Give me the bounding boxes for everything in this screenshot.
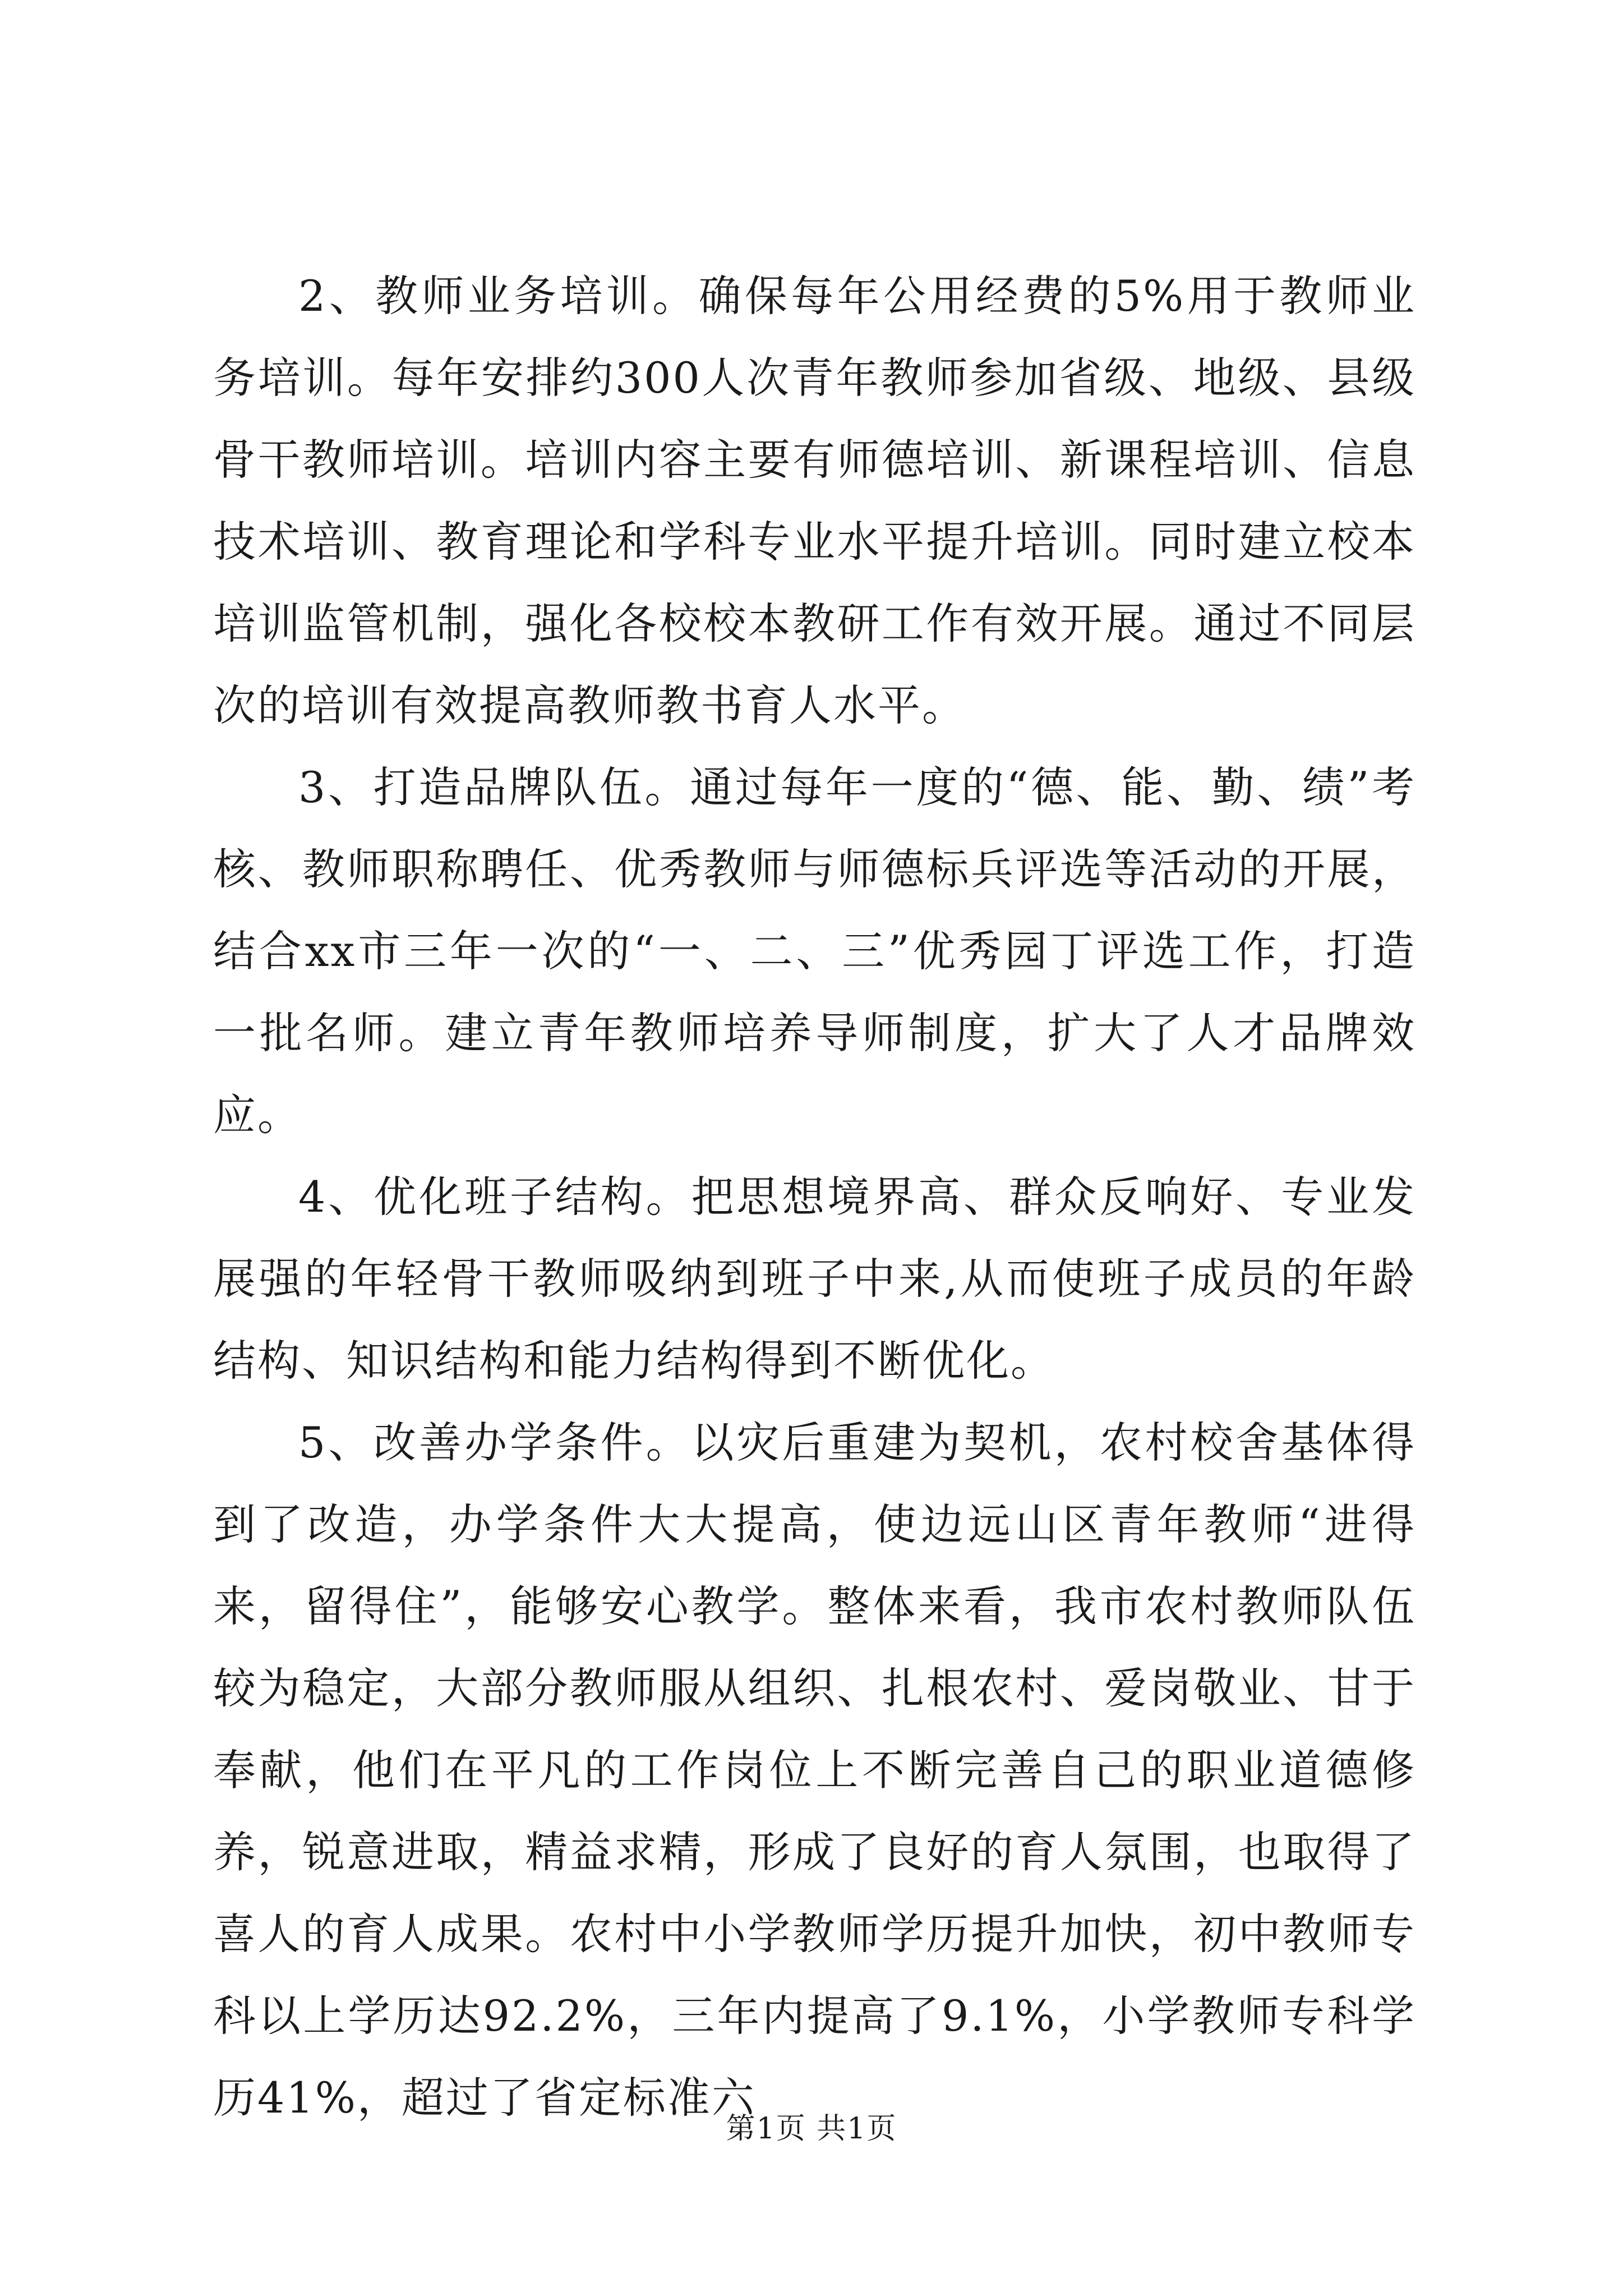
paragraph-leadership-structure: 4、优化班子结构。把思想境界高、群众反响好、专业发展强的年轻骨干教师吸纳到班子中来,从而使班子成员的年龄结构、知识结构和能力结构得到不断优化。 [213,1172,1416,1386]
document-body [213,255,1416,2139]
paragraph-teacher-training: 2、教师业务培训。确保每年公用经费的5%用于教师业务培训。每年安排约300人次青年教师参加省级、地级、县级骨干教师培训。培训内容主要有师德培训、新课程培训、信息技术培训、教育理论和学科专业水平提升培训。同时建立校本培训监管机制，强化各校校本教研工作有效开展。通过不同层次的培训有效提高教师教书育人水平。 [213,271,1416,730]
page-footer: 第1页 共1页 [726,2112,897,2146]
paragraph-brand-team: 3、打造品牌队伍。通过每年一度的“德、能、勤、绩”考核、教师职称聘任、优秀教师与师德标兵评选等活动的开展，结合xx市三年一次的“一、二、三”优秀园丁评选工作，打造一批名师。建立青年教师培养导师制度，扩大了人才品牌效应。 [213,762,1416,1140]
paragraph-school-conditions: 5、改善办学条件。以灾后重建为契机，农村校舍基体得到了改造，办学条件大大提高，使边远山区青年教师“进得来，留得住”，能够安心教学。整体来看，我市农村教师队伍较为稳定，大部分教师服从组织、扎根农村、爱岗敬业、甘于奉献，他们在平凡的工作岗位上不断完善自己的职业道德修养，锐意进取，精益求精，形成了良好的育人氛围，也取得了喜人的育人成果。农村中小学教师学历提升加快，初中教师专科以上学历达92.2%，三年内提高了9.1%，小学教师专科学历41%，超过了省定标准六 [213,1418,1416,2123]
